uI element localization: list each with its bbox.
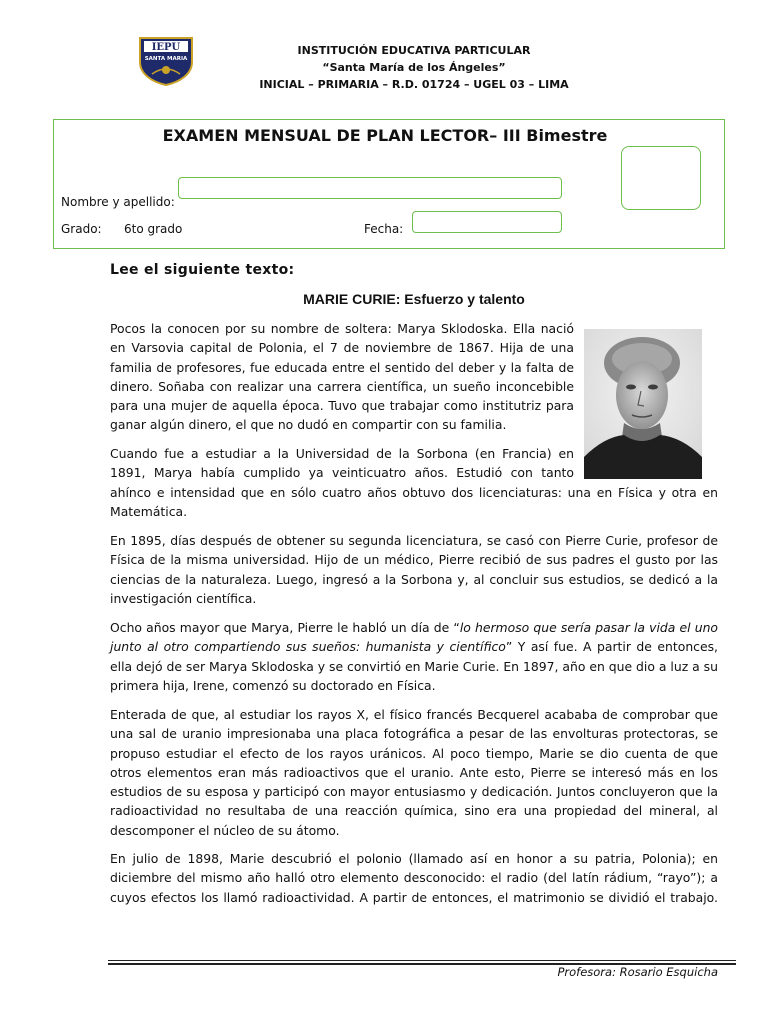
text-line: En 1895, días después de obtener su segunda licenciatura, se casó con Pierre Curie, profesor de bbox=[110, 533, 718, 548]
grade-value: 6to grado bbox=[124, 222, 183, 236]
score-box[interactable] bbox=[621, 146, 701, 210]
text-line: en Varsovia capital de Polonia, el 7 de noviembre de 1867. Hija de una bbox=[110, 340, 574, 356]
text-line: dinero. Soñaba con realizar una carrera científica, un sueño inconcebible bbox=[110, 378, 574, 394]
text-line: para una mujer de aquella época. Tuvo que trabajar como institutriz para bbox=[110, 398, 574, 414]
text-line: otros elementos eran más radioactivos que el uranio. Ante esto, Pierre se interesó más en los bbox=[110, 764, 718, 780]
text-line: primera hija, Irene, comenzó su doctorado en Física. bbox=[110, 677, 436, 693]
svg-text:SANTA MARIA: SANTA MARIA bbox=[144, 56, 188, 62]
paragraph-1 bbox=[110, 319, 574, 435]
school-name: “Santa María de los Ángeles” bbox=[322, 61, 506, 74]
text-line: Pocos la conocen por su nombre de soltera: Marya Sklodoska. Ella nació bbox=[110, 321, 574, 336]
grade-label: Grado: bbox=[61, 222, 102, 236]
text-line: Matemática. bbox=[110, 503, 188, 519]
text-line: cuyos efectos los llamó radioactividad. A partir de entonces, el matrimonio se dividió el trabajo. bbox=[110, 889, 718, 905]
date-label: Fecha: bbox=[364, 222, 404, 236]
reading-instruction: Lee el siguiente texto: bbox=[110, 262, 295, 278]
date-field[interactable] bbox=[412, 211, 562, 233]
text-line: Enterada de que, al estudiar los rayos X, el físico francés Becquerel acababa de comprobar que bbox=[110, 707, 718, 722]
text-line bbox=[110, 618, 718, 637]
text-line: ganar algún dinero, el que no dudó en compartir con su familia. bbox=[110, 417, 507, 433]
text-line: radioactividad no resultaba de una reacción química, sino era una propiedad del mineral, al bbox=[110, 803, 718, 819]
story-title: MARIE CURIE: Esfuerzo y talento bbox=[303, 291, 525, 307]
paragraph-5 bbox=[110, 705, 718, 840]
text-line: diciembre del mismo año halló otro elemento desconocido: el radio (del latín rádium, “rayo”); a bbox=[110, 870, 718, 886]
text-line: ahínco e intensidad que en sólo cuatro años obtuvo dos licenciaturas: una en Física y otra en bbox=[110, 484, 718, 500]
institution-title: INSTITUCIÓN EDUCATIVA PARTICULAR bbox=[297, 44, 531, 57]
quote-text: junto al otro compartiendo sus sueños: humanista y científico bbox=[110, 639, 506, 655]
text-line: estudios de su esposa y participó con mayor entusiasmo y dedicación. Juntos concluyeron que la bbox=[110, 784, 718, 800]
text-line: una sal de uranio impresionaba una placa fotográfica a pesar de las envolturas protectoras, se bbox=[110, 726, 718, 742]
text-line: descomponer el núcleo de su átomo. bbox=[110, 822, 340, 838]
paragraph-2 bbox=[110, 444, 718, 521]
text-run: ” Y así fue. A partir de entonces, bbox=[505, 639, 718, 655]
exam-title: EXAMEN MENSUAL DE PLAN LECTOR– III Bimestre bbox=[162, 126, 608, 145]
svg-text:IEPU: IEPU bbox=[151, 42, 181, 53]
teacher-name: Profesora: Rosario Esquicha bbox=[557, 965, 718, 979]
text-line: investigación científica. bbox=[110, 590, 257, 606]
text-line: familia de profesores, fue educada entre el sentido del deber y la falta de bbox=[110, 359, 574, 375]
quote-text: lo hermoso que sería pasar la vida el uno bbox=[459, 620, 719, 635]
text-line: ella dejó de ser Marya Sklodoska y se convirtió en Marie Curie. En 1897, año en que dio a luz a su bbox=[110, 658, 718, 674]
name-label: Nombre y apellido: bbox=[61, 195, 175, 209]
text-line: Cuando fue a estudiar a la Universidad de la Sorbona (en Francia) en bbox=[110, 446, 574, 461]
text-line: ciencias de la naturaleza. Luego, ingresó a la Sorbona y, al concluir sus estudios, se dedicó a la bbox=[110, 571, 718, 587]
paragraph-4 bbox=[110, 618, 718, 695]
footer-divider bbox=[108, 960, 736, 961]
name-field[interactable] bbox=[178, 177, 562, 199]
paragraph-6 bbox=[110, 849, 718, 907]
text-line: En julio de 1898, Marie descubrió el polonio (llamado así en honor a su patria, Polonia); en bbox=[110, 851, 718, 866]
text-line: propuso estudiar el efecto de los rayos uránicos. Al poco tiempo, Marie se dio cuenta de que bbox=[110, 745, 718, 761]
text-line bbox=[110, 637, 718, 656]
paragraph-3 bbox=[110, 531, 718, 608]
text-line: 1891, Marya había cumplido ya veinticuatro años. Estudió con tanto bbox=[110, 465, 574, 481]
school-crest-icon bbox=[136, 34, 196, 86]
text-run: Ocho años mayor que Marya, Pierre le habló un día de “ bbox=[110, 620, 460, 635]
school-levels: INICIAL – PRIMARIA – R.D. 01724 – UGEL 03 – LIMA bbox=[259, 78, 569, 91]
text-line: Física de la misma universidad. Hijo de un médico, Pierre recibió de sus padres el gusto por las bbox=[110, 552, 718, 568]
